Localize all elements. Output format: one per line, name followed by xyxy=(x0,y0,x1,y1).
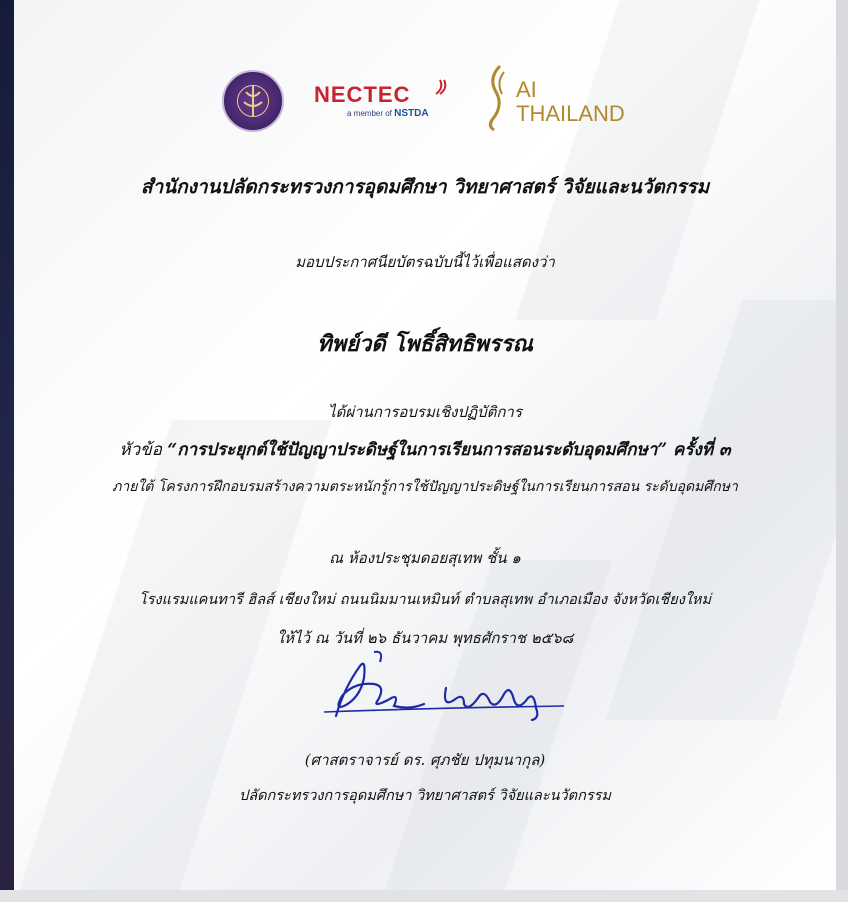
ministry-seal-icon xyxy=(222,70,284,132)
nectec-logo-text: NECTEC xyxy=(314,82,411,107)
topic-title: “การประยุกต์ใช้ปัญญาประดิษฐ์ในการเรียนการสอนระดับอุดมศึกษา” ครั้งที่ ๓ xyxy=(167,440,731,460)
ai-label: AI xyxy=(516,77,537,102)
nstda-label: NSTDA xyxy=(394,108,429,119)
background-right-strip xyxy=(836,0,848,902)
issuer-heading: สำนักงานปลัดกระทรวงการอุดมศึกษา วิทยาศาสตร์ วิจัยและนวัตกรรม xyxy=(140,176,710,198)
signer-title: ปลัดกระทรวงการอุดมศึกษา วิทยาศาสตร์ วิจัยและนวัตกรรม xyxy=(238,788,611,804)
venue-room: ณ ห้องประชุมดอยสุเทพ ชั้น ๑ xyxy=(329,549,521,567)
intro-text: มอบประกาศนียบัตรฉบับนี้ไว้เพื่อแสดงว่า xyxy=(295,253,555,271)
background-left-strip xyxy=(0,0,14,902)
nectec-signal-icon xyxy=(434,78,450,96)
thailand-label: THAILAND xyxy=(516,101,625,126)
nectec-member-line xyxy=(347,108,429,119)
issue-date: ให้ไว้ ณ วันที่ ๒๖ ธันวาคม พุทธศักราช ๒๕๖๘ xyxy=(276,629,574,647)
certificate xyxy=(14,0,836,890)
program-text: ภายใต้ โครงการฝึกอบรมสร้างความตระหนักรู้การใช้ปัญญาประดิษฐ์ในการเรียนการสอน ระดับอุดมศึกษา xyxy=(112,479,738,495)
venue-hotel: โรงแรมแคนทารี ฮิลส์ เชียงใหม่ ถนนนิมมานเหมินท์ ตำบลสุเทพ อำเภอเมือง จังหวัดเชียงใหม่ xyxy=(138,592,712,608)
handwritten-signature xyxy=(314,648,574,728)
topic-line xyxy=(14,436,836,463)
background-bottom-strip xyxy=(0,890,848,902)
passed-text: ได้ผ่านการอบรมเชิงปฏิบัติการ xyxy=(328,403,522,421)
logo-row xyxy=(14,58,836,138)
nectec-logo xyxy=(314,82,410,108)
ai-thailand-logo-text xyxy=(516,78,625,126)
topic-prefix: หัวข้อ xyxy=(119,440,163,460)
ai-thailand-emblem-icon xyxy=(482,62,512,132)
bg-facet xyxy=(606,300,836,720)
nectec-member-prefix: a member of xyxy=(347,109,392,118)
recipient-name: ทิพย์วดี โพธิ์สิทธิพรรณ xyxy=(317,331,533,357)
signer-name: (ศาสตราจารย์ ดร. ศุภชัย ปทุมนากุล) xyxy=(304,751,546,769)
